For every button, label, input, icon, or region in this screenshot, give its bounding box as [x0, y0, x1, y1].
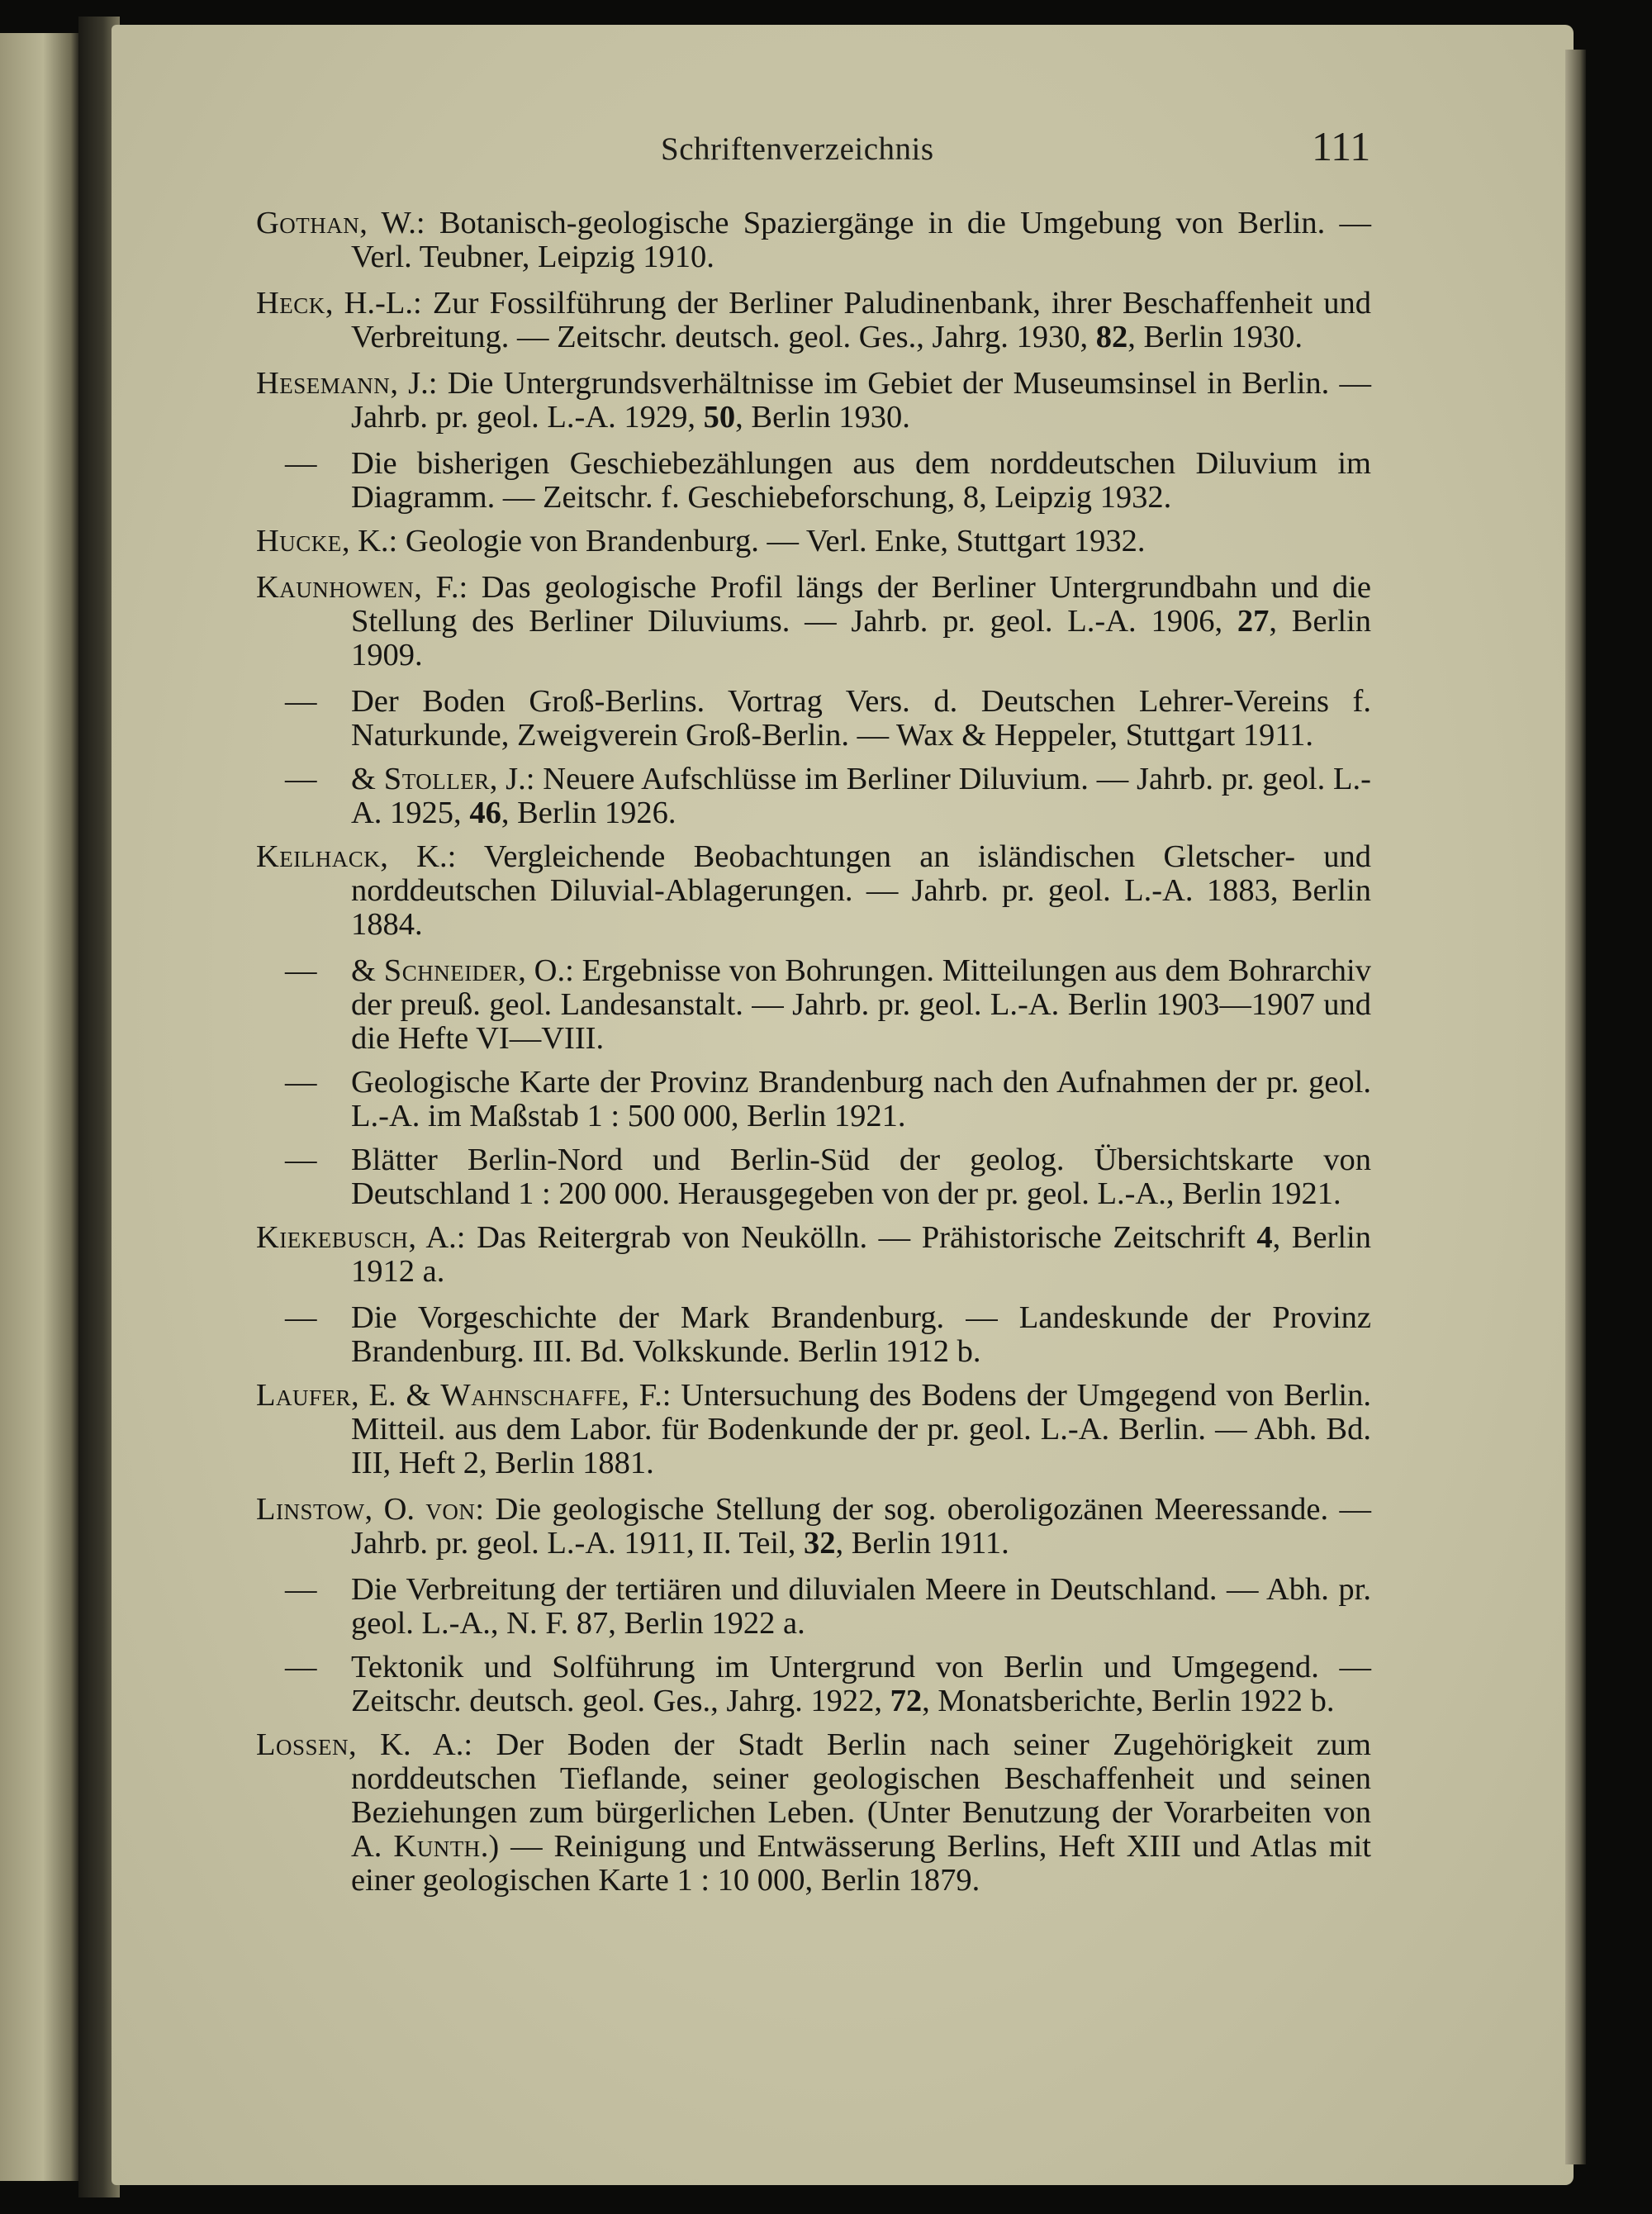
bib-entry-lossen: Lossen, K. A.: Der Boden der Stadt Berlin nach seiner Zugehörigkeit zum norddeutschen Tieflande, seiner geologischen Beschaffenheit und seinen Beziehungen zum bürgerlichen Leben. (Unter Benutzung der Vorarbeiten von A. Kunth.) — Reinigung und Entwässerung Berlins, Heft XIII und Atlas mit einer geologischen Karte 1 : 10 000, Berlin 1879.: [256, 1727, 1371, 1898]
running-title: Schriftenverzeichnis: [661, 131, 934, 167]
entry-text: , O.: Ergebnisse von Bohrungen. Mitteilungen aus dem Bohrarchiv der preuß. geol. Landesanstalt. — Jahrb. pr. geol. L.-A. Berlin 1903—1907 und die Hefte VI—VIII.: [351, 953, 1371, 1056]
bib-entry-laufer: Laufer, E. & Wahnschaffe, F.: Untersuchung des Bodens der Umgegend von Berlin. Mitteil. aus dem Labor. für Bodenkunde der pr. geol. L.-A. Berlin. — Abh. Bd. III, Heft 2, Berlin 1881.: [256, 1378, 1371, 1480]
author-name: Lossen: [256, 1727, 349, 1762]
bib-entry-gothan: Gothan, W.: Botanisch-geologische Spaziergänge in die Umgebung von Berlin. — Verl. Teubner, Leipzig 1910.: [256, 206, 1371, 274]
page-right-edge: [1565, 50, 1586, 2164]
bib-subentry: [256, 447, 1371, 515]
volume-number: 46: [469, 796, 501, 830]
entry-text: Die Untergrundsverhältnisse im Gebiet der Museumsinsel in Berlin. — Jahrb. pr. geol. L.-A. 1929,: [351, 366, 1371, 435]
ditto-dash: —: [285, 1572, 317, 1607]
bib-subentry: — Tektonik und Solführung im Untergrund von Berlin und Umgegend. — Zeitschr. deutsch. geol. Ges., Jahrg. 1922, 72, Monatsberichte, Berlin 1922 b.: [285, 1650, 1371, 1718]
entry-text: , J.: Neuere Aufschlüsse im Berliner Diluvium. — Jahrb. pr. geol. L.-A. 1925,: [351, 762, 1371, 830]
author-name: Keilhack: [256, 839, 381, 874]
bib-entry-heck: Heck, H.-L.: Zur Fossilführung der Berliner Paludinenbank, ihrer Beschaffenheit und Verbreitung. — Zeitschr. deutsch. geol. Ges., Jahrg. 1930, 82, Berlin 1930.: [256, 286, 1371, 354]
entry-text: Tektonik und Solführung im Untergrund von Berlin und Umgegend. — Zeitschr. deutsch. geol. Ges., Jahrg. 1922,: [351, 1650, 1371, 1718]
bibliography-list: [256, 207, 1371, 1910]
bib-subentry: — & Stoller, J.: Neuere Aufschlüsse im Berliner Diluvium. — Jahrb. pr. geol. L.-A. 1925, 46, Berlin 1926.: [285, 762, 1371, 830]
coauthor-name: Wahnschaffe: [440, 1378, 622, 1413]
author-name: Heck: [256, 286, 325, 321]
entry-text: Die Verbreitung der tertiären und diluvialen Meere in Deutschland. — Abh. pr. geol. L.-A., N. F. 87, Berlin 1922 a.: [351, 1572, 1371, 1641]
author-name: Gothan: [256, 206, 360, 240]
bib-subentry: [256, 685, 1371, 753]
bib-subentry: [256, 1573, 1371, 1641]
bib-entry-hesemann: Hesemann, J.: Die Untergrundsverhältnisse im Gebiet der Museumsinsel in Berlin. — Jahrb. pr. geol. L.-A. 1929, 50, Berlin 1930.: [256, 366, 1371, 435]
entry-text: Die geologische Stellung der sog. oberoligozänen Meeressande. — Jahrb. pr. geol. L.-A. 1911, II. Teil,: [351, 1492, 1371, 1561]
bib-entry-kiekebusch: Kiekebusch, A.: Das Reitergrab von Neukölln. — Prähistorische Zeitschrift 4, Berlin 1912 a.: [256, 1220, 1371, 1289]
ditto-dash: —: [285, 953, 317, 988]
coauthor-name: Stoller: [383, 762, 490, 796]
author-name: Laufer: [256, 1378, 352, 1413]
ditto-dash: —: [285, 1065, 317, 1100]
entry-text: Die Vorgeschichte der Mark Brandenburg. — Landeskunde der Provinz Brandenburg. III. Bd. Volkskunde. Berlin 1912 b.: [351, 1300, 1371, 1369]
volume-number: 82: [1095, 320, 1128, 354]
page-number: 111: [1312, 123, 1371, 169]
entry-text: Vergleichende Beobachtungen an isländischen Gletscher- und norddeutschen Diluvial-Ablagerungen. — Jahrb. pr. geol. L.-A. 1883, Berlin 1884.: [351, 839, 1372, 942]
ditto-dash: —: [285, 446, 317, 481]
ditto-dash: —: [285, 1300, 317, 1335]
bib-entry-linstow: Linstow, O. von: Die geologische Stellung der sog. oberoligozänen Meeressande. — Jahrb. pr. geol. L.-A. 1911, II. Teil, 32, Berlin 1911.: [256, 1492, 1371, 1561]
ditto-dash: —: [285, 1650, 317, 1684]
entry-text: Blätter Berlin-Nord und Berlin-Süd der geolog. Übersichtskarte von Deutschland 1 : 200 000. Herausgegeben von der pr. geol. L.-A., Berlin 1921.: [351, 1143, 1371, 1211]
ditto-dash: —: [285, 762, 317, 796]
author-name: Kiekebusch: [256, 1220, 409, 1255]
bib-subentry: [256, 1066, 1371, 1133]
ditto-dash: —: [285, 1143, 317, 1177]
coauthor-name: Schneider: [383, 953, 519, 988]
author-name: Linstow: [256, 1492, 365, 1527]
facing-page-edge: [0, 33, 78, 2181]
author-particle: von: [425, 1492, 476, 1527]
volume-number: 4: [1256, 1220, 1273, 1255]
entry-text: Das Reitergrab von Neukölln. — Prähistorische Zeitschrift: [465, 1220, 1257, 1255]
entry-text: Geologische Karte der Provinz Brandenburg nach den Aufnahmen der pr. geol. L.-A. im Maßstab 1 : 500 000, Berlin 1921.: [351, 1065, 1371, 1133]
entry-text: Die bisherigen Geschiebezählungen aus dem norddeutschen Diluvium im Diagramm. — Zeitschr. f. Geschiebeforschung, 8, Leipzig 1932.: [351, 446, 1371, 515]
bib-subentry: — & Schneider, O.: Ergebnisse von Bohrungen. Mitteilungen aus dem Bohrarchiv der preuß. geol. Landesanstalt. — Jahrb. pr. geol. L.-A. Berlin 1903—1907 und die Hefte VI—VIII.: [285, 953, 1371, 1056]
entry-text: Botanisch-geologische Spaziergänge in die Umgebung von Berlin. — Verl. Teubner, Leipzig 1910.: [351, 206, 1371, 274]
ditto-dash: —: [285, 684, 317, 719]
coauthor-name: Kunth: [393, 1829, 481, 1864]
volume-number: 72: [890, 1684, 923, 1718]
page-header: [0, 122, 1652, 180]
volume-number: 50: [703, 400, 736, 435]
entry-text: Der Boden der Stadt Berlin nach seiner Zugehörigkeit zum norddeutschen Tieflande, seiner geologischen Beschaffenheit und seinen Beziehungen zum bürgerlichen Leben. (Unter Benutzung der Vorarbeiten von A.: [351, 1727, 1371, 1864]
bib-subentry: [256, 1301, 1371, 1369]
author-name: Hesemann: [256, 366, 391, 401]
bib-subentry: [256, 1143, 1371, 1211]
entry-text: Untersuchung des Bodens der Umgegend von Berlin. Mitteil. aus dem Labor. für Bodenkunde der pr. geol. L.-A. Berlin. — Abh. Bd. III, Heft 2, Berlin 1881.: [351, 1378, 1371, 1480]
entry-text: Das geologische Profil längs der Berliner Untergrundbahn und die Stellung des Berliner Diluviums. — Jahrb. pr. geol. L.-A. 1906,: [351, 570, 1372, 639]
entry-text: Geologie von Brandenburg. — Verl. Enke, Stuttgart 1932.: [397, 524, 1146, 558]
bib-entry-hucke: Hucke, K.: Geologie von Brandenburg. — Verl. Enke, Stuttgart 1932.: [256, 524, 1146, 558]
bib-entry-keilhack: Keilhack, K.: Vergleichende Beobachtungen an isländischen Gletscher- und norddeutschen Diluvial-Ablagerungen. — Jahrb. pr. geol. L.-A. 1883, Berlin 1884.: [256, 839, 1372, 942]
bib-entry-kaunhowen: Kaunhowen, F.: Das geologische Profil längs der Berliner Untergrundbahn und die Stellung des Berliner Diluviums. — Jahrb. pr. geol. L.-A. 1906, 27, Berlin 1909.: [256, 570, 1372, 672]
volume-number: 32: [803, 1526, 836, 1561]
volume-number: 27: [1237, 604, 1270, 639]
entry-text: Der Boden Groß-Berlins. Vortrag Vers. d. Deutschen Lehrer-Vereins f. Naturkunde, Zweigverein Groß-Berlin. — Wax & Heppeler, Stuttgart 1911.: [351, 684, 1371, 753]
entry-text: Zur Fossilführung der Berliner Paludinenbank, ihrer Beschaffenheit und Verbreitung. — Zeitschr. deutsch. geol. Ges., Jahrg. 1930,: [351, 286, 1371, 354]
author-name: Hucke: [256, 524, 342, 558]
author-name: Kaunhowen: [256, 570, 415, 605]
